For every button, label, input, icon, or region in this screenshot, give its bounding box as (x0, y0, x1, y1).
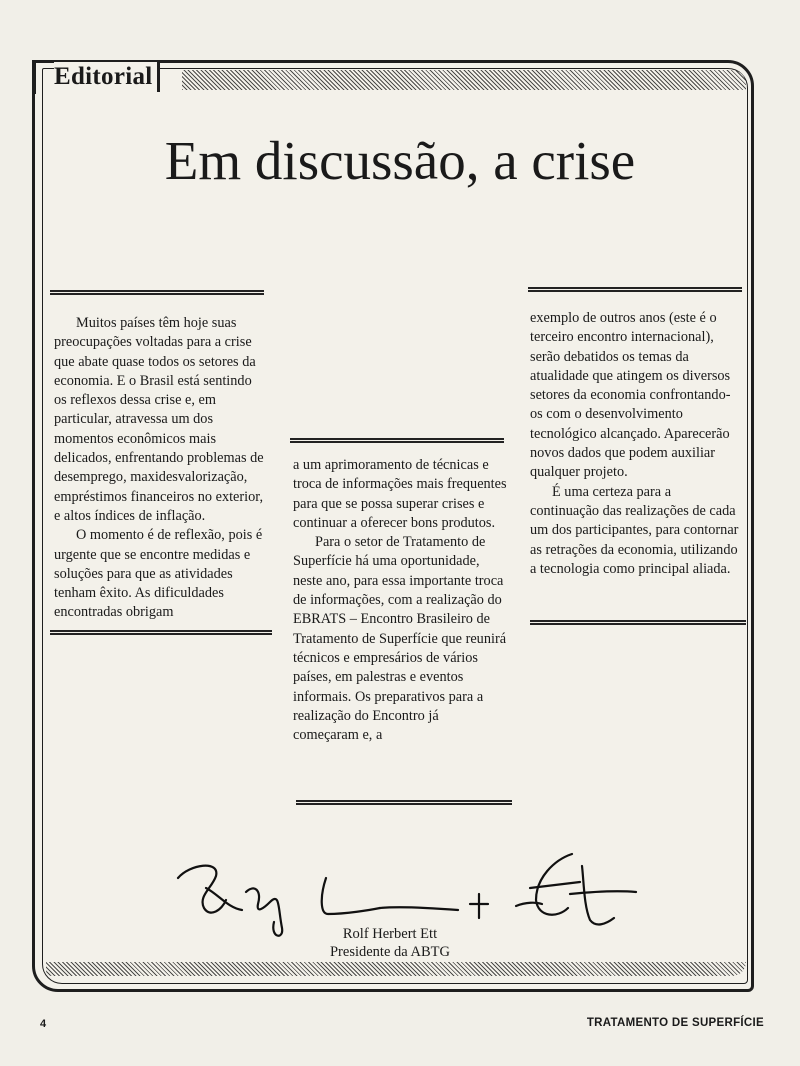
rule-col3-bottom (530, 620, 746, 625)
rule-col1-top (50, 290, 264, 295)
rule-col2-bottom (296, 800, 512, 805)
section-marker-bar (32, 60, 36, 94)
col3-paragraph-1: exemplo de outros anos (este é o terceiro encontro internacional), serão debatidos os temas da atualidade que atingem os diversos setores da economia confrontando-os com o desenvolvimento tecnológico alcançado. Aparecerão novos dados que podem auxiliar qualquer projeto. (530, 310, 731, 481)
column-3 (530, 309, 742, 579)
col2-paragraph-2: Para o setor de Tratamento de Superfície há uma oportunidade, neste ano, para essa importante troca de informações, com a realização do EBRATS – Encontro Brasileiro de Tratamento de Superfície que reunirá técnicos e empresários de vários países, em palestras e eventos informais. Os preparativos para a realização do Encontro já começaram e, a (293, 534, 507, 744)
col3-paragraph-2: É uma certeza para a continuação das realizações de cada um dos participantes, para contornar as retrações da economia, utilizando a tecnologia como principal aliada. (530, 483, 739, 577)
signature-title: Presidente da ABTG (329, 944, 450, 960)
signature-name: Rolf Herbert Ett (342, 926, 438, 942)
hatched-band-bottom (46, 962, 746, 976)
col1-paragraph-2: O momento é de reflexão, pois é urgente que se encontre medidas e soluções para que as atividades tenham êxito. As dificuldades encontradas obrigam (54, 527, 263, 621)
section-label: Editorial (54, 62, 160, 92)
publication-title: TRATAMENTO DE SUPERFÍCIE (586, 1017, 764, 1029)
column-2 (293, 456, 508, 745)
column-1 (54, 314, 264, 623)
col2-paragraph-1: a um aprimoramento de técnicas e troca de informações mais frequentes para que se possa superar crises e continuar a oferecer bons produtos. (293, 457, 507, 531)
headline: Em discussão, a crise (164, 130, 636, 191)
rule-col2-top (290, 438, 504, 443)
col1-paragraph-1: Muitos países têm hoje suas preocupações voltadas para a crise que abate quase todos os setores da economia. E o Brasil está sentindo os reflexos dessa crise e, em particular, atravessa um dos momentos econômicos mais delicados, enfrentando problemas de desemprego, maxidesvalorização, empréstimos financeiros no exterior, e altos índices de inflação. (54, 315, 264, 524)
page-number: 4 (40, 1018, 47, 1030)
rule-col1-bottom (50, 630, 272, 635)
rule-col3-top (528, 287, 742, 292)
hatched-band-top (182, 70, 746, 90)
